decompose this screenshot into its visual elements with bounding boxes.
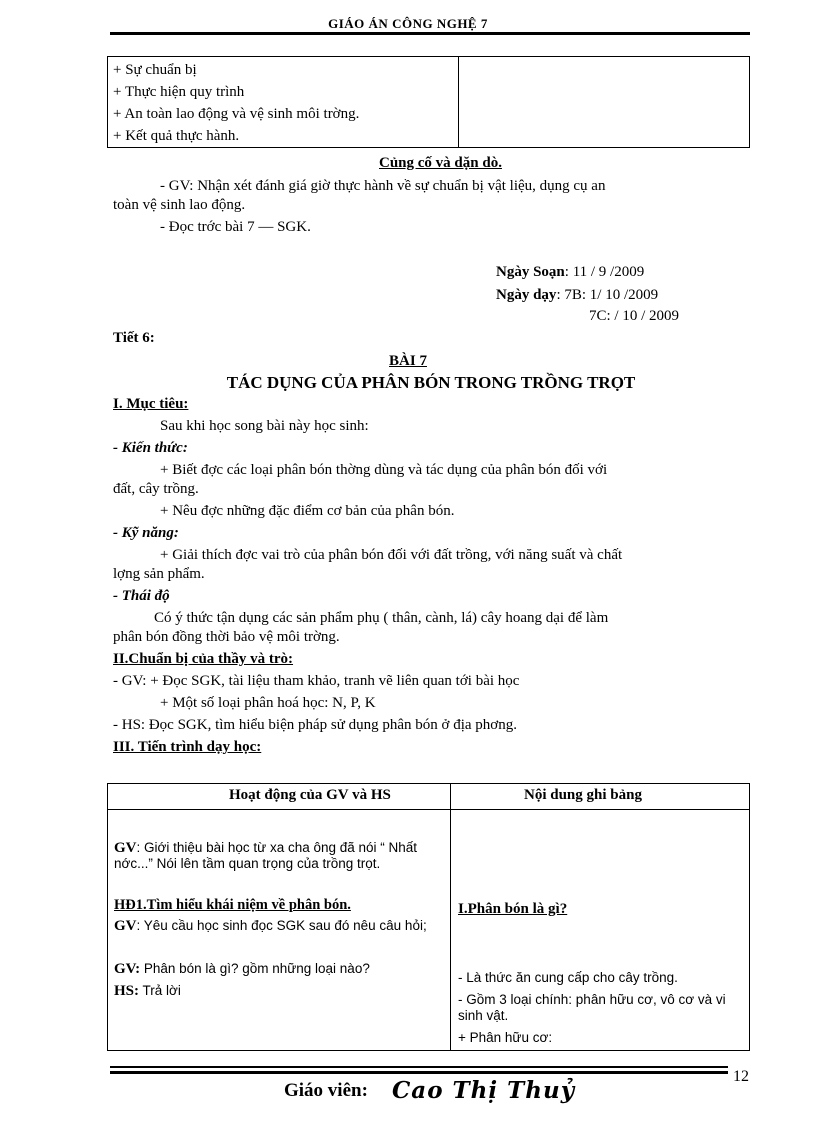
gv-intro: GV: Giới thiệu bài học từ xa cha ông đã nói “ Nhất nớc...” Nói lên tầm quan trọng của trồng trọt.: [114, 840, 418, 871]
consolidation-line: - GV: Nhận xét đánh giá giờ thực hành về sự chuẩn bị vật liệu, dụng cụ an: [160, 178, 606, 194]
teacher-label: Giáo viên:: [284, 1080, 368, 1101]
teach-date-7b: Ngày dạy: 7B: 1/ 10 /2009: [496, 287, 659, 303]
header-divider: [108, 809, 749, 810]
attitude-item: phân bón đồng thời bảo vệ môi trờng.: [113, 629, 340, 645]
skills-label: - Kỹ năng:: [113, 525, 179, 541]
attitude-item: Có ý thức tận dụng các sản phẩm phụ ( thân, cành, lá) cây hoang dại để làm: [154, 610, 609, 626]
knowledge-label: - Kiến thức:: [113, 440, 188, 456]
right-content-item: + Phân hữu cơ:: [458, 1030, 553, 1045]
evaluation-criteria-cell: [108, 57, 459, 147]
consolidation-line: toàn vệ sinh lao động.: [113, 197, 246, 213]
right-content-item: - Gồm 3 loại chính: phân hữu cơ, vô cơ và vi sinh vật.: [458, 992, 726, 1023]
activity-table: [107, 783, 750, 1051]
header-rule: [110, 32, 750, 35]
page-header-title: GIÁO ÁN CÔNG NGHỆ 7: [328, 16, 488, 31]
objectives-intro: Sau khi học song bài này học sinh:: [160, 418, 369, 434]
activity-1-heading: HĐ1.Tìm hiểu khái niệm về phân bón.: [114, 897, 351, 913]
teacher-signature-name: Cao Thị Thuỷ: [392, 1077, 576, 1104]
lesson-number: BÀI 7: [389, 353, 427, 369]
evaluation-table: [107, 56, 750, 148]
preparation-heading: II.Chuẩn bị của thầy và trò:: [113, 651, 294, 667]
gv-question-2: GV: Phân bón là gì? gồm những loại nào?: [114, 961, 370, 977]
preparation-item: - GV: + Đọc SGK, tài liệu tham khảo, tranh vẽ liên quan tới bài học: [113, 673, 520, 689]
criteria-item: + Sự chuẩn bị: [113, 62, 197, 78]
right-heading-fertilizer: I.Phân bón là gì?: [458, 901, 568, 917]
consolidation-line: - Đọc trớc bài 7 — SGK.: [160, 219, 311, 235]
preparation-item: - HS: Đọc SGK, tìm hiểu biện pháp sử dụng phân bón ở địa phơng.: [113, 717, 517, 733]
column-divider: [450, 784, 451, 1050]
right-content-item: - Là thức ăn cung cấp cho cây trồng.: [458, 970, 678, 985]
compose-date: Ngày Soạn: 11 / 9 /2009: [496, 264, 645, 280]
table-header-board-content: Nội dung ghi bảng: [524, 787, 642, 803]
skills-item: + Giải thích đợc vai trò của phân bón đối với đất trồng, với năng suất và chất: [160, 547, 623, 563]
gv-question-1: GV: Yêu cầu học sinh đọc SGK sau đó nêu câu hỏi;: [114, 918, 427, 934]
knowledge-item: đất, cây trồng.: [113, 481, 199, 497]
page-number: 12: [733, 1068, 749, 1085]
knowledge-item: + Nêu đợc những đặc điểm cơ bản của phân bón.: [160, 503, 455, 519]
criteria-item: + An toàn lao động và vệ sinh môi trờng.: [113, 106, 360, 122]
table-header-activities: Hoạt động của GV và HS: [229, 787, 391, 803]
footer-rule-top: [110, 1066, 728, 1068]
criteria-item: + Kết quả thực hành.: [113, 128, 240, 144]
process-heading: III. Tiến trình dạy học:: [113, 739, 262, 755]
attitude-label: - Thái độ: [113, 588, 170, 604]
teach-date-7c: 7C: / 10 / 2009: [589, 308, 680, 324]
lesson-title: TÁC DỤNG CỦA PHÂN BÓN TRONG TRỒNG TRỌT: [226, 373, 636, 392]
hs-answer: HS: Trả lời: [114, 983, 181, 999]
footer-rule-bottom: [110, 1071, 728, 1074]
skills-item: lợng sản phẩm.: [113, 566, 205, 582]
consolidation-heading: Củng cố và dặn dò.: [379, 155, 502, 171]
period-label: Tiết 6:: [113, 330, 155, 346]
criteria-item: + Thực hiện quy trình: [113, 84, 245, 100]
knowledge-item: + Biết đợc các loại phân bón thờng dùng và tác dụng của phân bón đối với: [160, 462, 608, 478]
preparation-item: + Một số loại phân hoá học: N, P, K: [160, 695, 376, 711]
objectives-heading: I. Mục tiêu:: [113, 396, 189, 412]
